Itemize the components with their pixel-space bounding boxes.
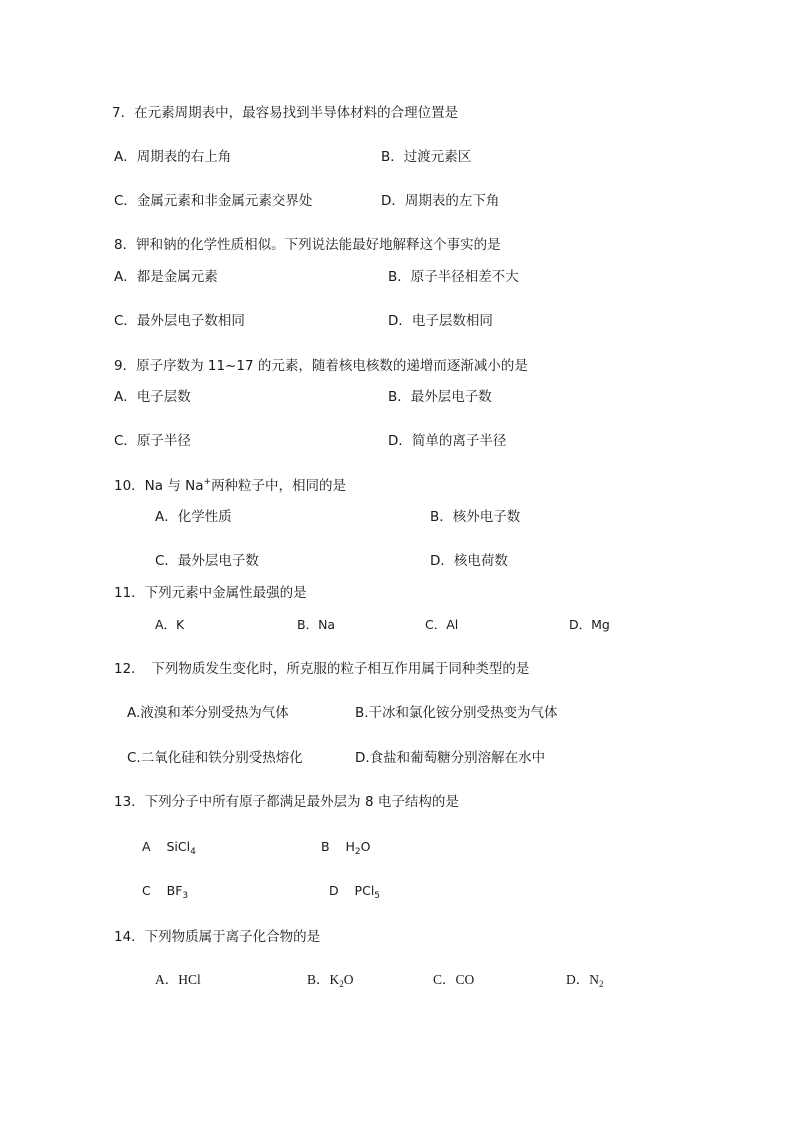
q13-option-a bbox=[142, 838, 196, 856]
q11-option-a: A．K bbox=[155, 617, 185, 632]
q9-option-c: C．原子半径 bbox=[114, 433, 191, 449]
q13-option-d-letter: D bbox=[329, 883, 339, 898]
q8-option-b: B．原子半径相差不大 bbox=[388, 269, 519, 285]
q10-stem-superscript: + bbox=[203, 477, 212, 487]
question-13-stem: 13．下列分子中所有原子都满足最外层为 8 电子结构的是 bbox=[114, 794, 459, 810]
question-11-stem: 11．下列元素中金属性最强的是 bbox=[114, 585, 307, 601]
q12-option-b: B.干冰和氯化铵分别受热变为气体 bbox=[355, 705, 558, 721]
q14-option-b-formula: K bbox=[329, 972, 340, 987]
q14-option-a bbox=[155, 971, 201, 989]
q10-stem-part-1: 10．Na 与 Na bbox=[114, 478, 204, 494]
q7-option-c: C．金属元素和非金属元素交界处 bbox=[114, 193, 313, 209]
q8-option-c: C．最外层电子数相同 bbox=[114, 313, 245, 329]
q13-option-d-formula: PCl bbox=[354, 883, 375, 898]
q13-option-b-subscript: 2 bbox=[354, 847, 361, 857]
q14-option-d-formula: N bbox=[589, 972, 599, 987]
q11-option-c: C．Al bbox=[425, 617, 459, 632]
question-9-stem: 9．原子序数为 11~17 的元素，随着核电核数的递增而逐渐减小的是 bbox=[114, 358, 528, 374]
q12-option-c: C.二氧化硅和铁分别受热熔化 bbox=[127, 750, 303, 766]
q14-option-b-subscript: 2 bbox=[339, 979, 344, 989]
q13-option-d bbox=[329, 882, 380, 900]
q12-option-d: D.食盐和葡萄糖分别溶解在水中 bbox=[355, 750, 546, 766]
q8-option-a: A．都是金属元素 bbox=[114, 269, 218, 285]
q13-option-b-formula-tail: O bbox=[360, 839, 371, 854]
q13-option-c-subscript: 3 bbox=[182, 891, 189, 901]
q13-option-c bbox=[142, 882, 188, 900]
q10-option-b: B．核外电子数 bbox=[430, 509, 521, 525]
q14-option-d-subscript: 2 bbox=[599, 979, 604, 989]
q13-option-b-letter: B bbox=[321, 839, 330, 854]
q7-option-b: B．过渡元素区 bbox=[381, 149, 472, 165]
q7-option-a: A．周期表的右上角 bbox=[114, 149, 232, 165]
question-8-stem: 8．钾和钠的化学性质相似。下列说法能最好地解释这个事实的是 bbox=[114, 237, 501, 253]
q9-option-d: D．简单的离子半径 bbox=[388, 433, 507, 449]
q10-stem-part-2: 两种粒子中，相同的是 bbox=[211, 478, 347, 494]
q9-option-b: B．最外层电子数 bbox=[388, 389, 492, 405]
q14-option-a-formula: HCl bbox=[178, 972, 201, 987]
q14-option-d-letter: D． bbox=[566, 972, 590, 987]
q14-option-a-letter: A． bbox=[155, 972, 179, 987]
q13-option-b bbox=[321, 838, 370, 856]
q14-option-b-letter: B． bbox=[307, 972, 330, 987]
q13-option-c-letter: C bbox=[142, 883, 151, 898]
q9-option-a: A．电子层数 bbox=[114, 389, 191, 405]
q13-option-a-formula: SiCl bbox=[166, 839, 191, 854]
question-12-stem: 12． 下列物质发生变化时，所克服的粒子相互作用属于同种类型的是 bbox=[114, 661, 530, 677]
q14-option-b bbox=[307, 971, 354, 989]
q13-option-b-formula: H bbox=[345, 839, 355, 854]
q11-option-b: B．Na bbox=[297, 617, 336, 632]
question-14-stem: 14．下列物质属于离子化合物的是 bbox=[114, 929, 321, 945]
q10-option-d: D．核电荷数 bbox=[430, 553, 508, 569]
q13-option-c-formula: BF bbox=[166, 883, 183, 898]
question-10-stem bbox=[114, 477, 346, 495]
q10-option-c: C．最外层电子数 bbox=[155, 553, 259, 569]
q7-option-d: D．周期表的左下角 bbox=[381, 193, 500, 209]
q8-option-d: D．电子层数相同 bbox=[388, 313, 493, 329]
q14-option-b-formula-tail: O bbox=[343, 972, 354, 987]
q14-option-c-letter: C． bbox=[433, 972, 456, 987]
q14-option-c bbox=[433, 971, 474, 989]
q10-option-a: A．化学性质 bbox=[155, 509, 232, 525]
q14-option-c-formula: CO bbox=[455, 972, 475, 987]
question-7-stem: 7．在元素周期表中，最容易找到半导体材料的合理位置是 bbox=[112, 105, 459, 121]
q13-option-a-subscript: 4 bbox=[190, 847, 196, 857]
q13-option-a-letter: A bbox=[142, 839, 151, 854]
q11-option-d: D．Mg bbox=[569, 617, 610, 632]
q14-option-d bbox=[566, 971, 604, 989]
q13-option-d-subscript: 5 bbox=[374, 891, 381, 901]
q12-option-a: A.液溴和苯分别受热为气体 bbox=[127, 705, 289, 721]
